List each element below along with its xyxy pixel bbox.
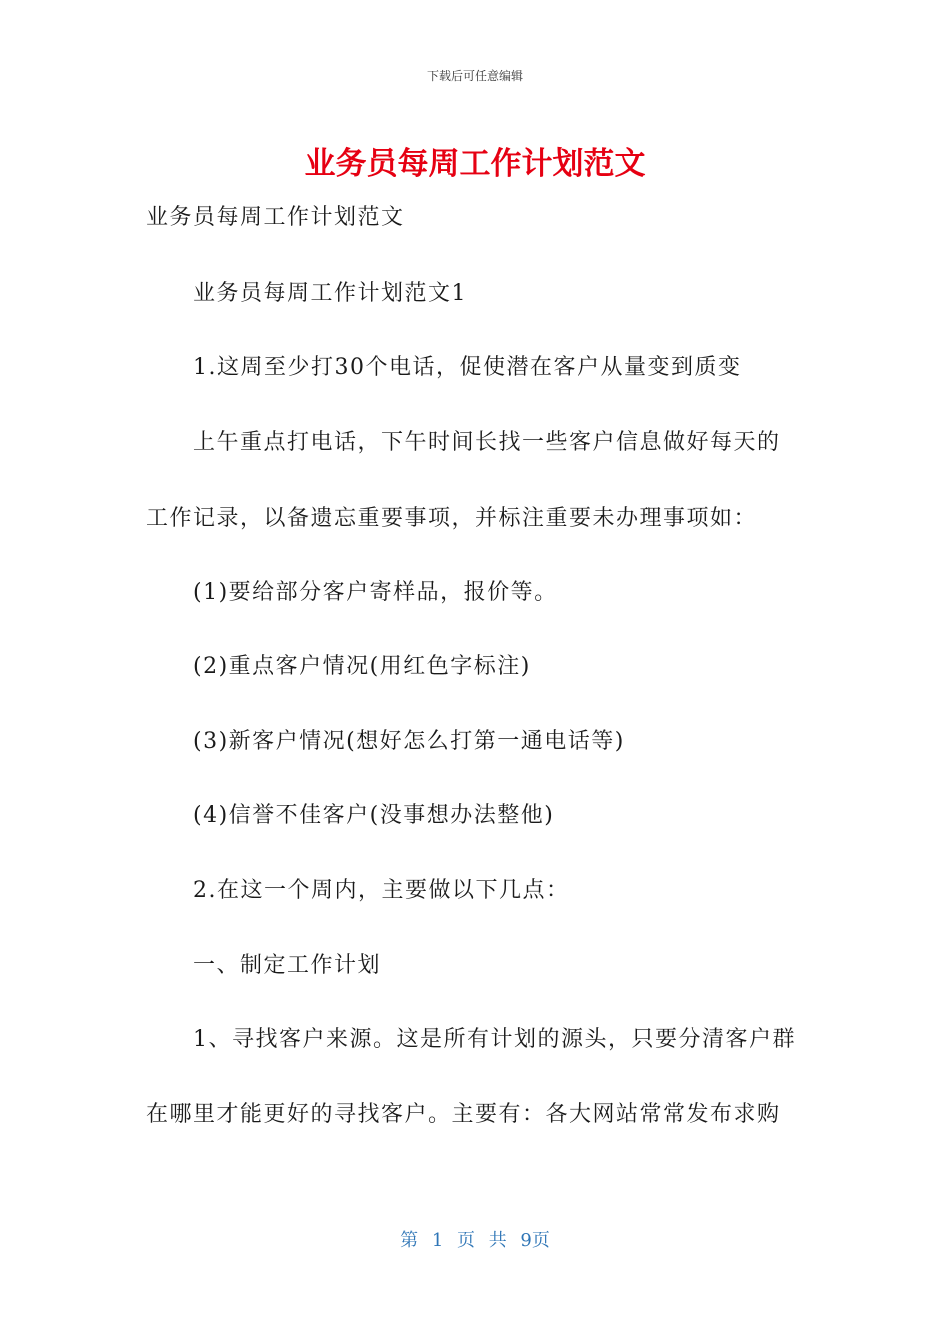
- paragraph: (2)重点客户情况(用红色字标注): [193, 654, 531, 679]
- paragraph: 1.这周至少打30个电话，促使潜在客户从量变到质变: [193, 355, 742, 380]
- paragraph: (4)信誉不佳客户(没事想办法整他): [193, 803, 555, 828]
- paragraph: 业务员每周工作计划范文1: [193, 281, 467, 306]
- paragraph: 工作记录，以备遗忘重要事项，并标注重要未办理事项如：: [146, 506, 758, 531]
- paragraph: (3)新客户情况(想好怎么打第一通电话等): [193, 729, 625, 754]
- paragraph: 上午重点打电话，下午时间长找一些客户信息做好每天的: [193, 430, 781, 455]
- paragraph: 1、寻找客户来源。这是所有计划的源头，只要分清客户群: [193, 1027, 796, 1052]
- page-number-footer: 第 1 页 共 9页: [400, 1230, 550, 1251]
- paragraph: 在哪里才能更好的寻找客户。主要有：各大网站常常发布求购: [146, 1102, 781, 1127]
- paragraph: 业务员每周工作计划范文: [146, 205, 405, 230]
- document-title: 业务员每周工作计划范文: [304, 146, 646, 182]
- header-note: 下载后可任意编辑: [426, 69, 523, 83]
- paragraph: 2.在这一个周内，主要做以下几点：: [193, 878, 570, 903]
- paragraph: 一、制定工作计划: [193, 953, 382, 978]
- paragraph: (1)要给部分客户寄样品，报价等。: [193, 580, 558, 605]
